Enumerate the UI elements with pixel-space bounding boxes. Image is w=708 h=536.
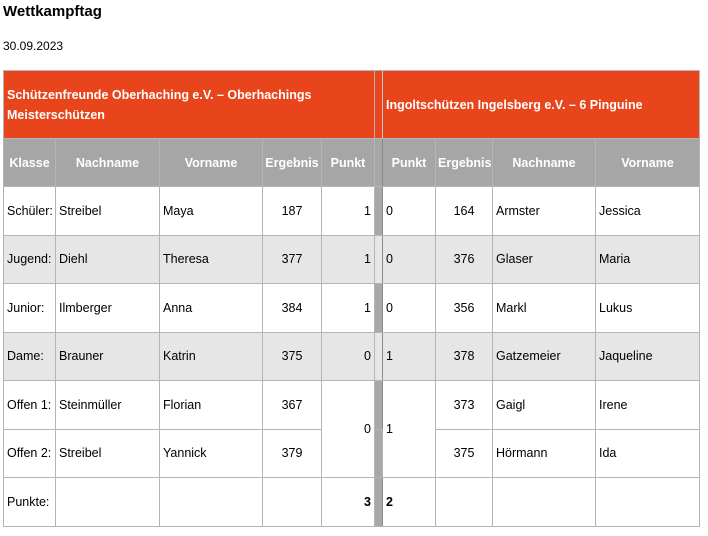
empty-cell <box>596 478 700 527</box>
cell-away-nachname: Markl <box>493 284 596 333</box>
page-title: Wettkampftag <box>3 3 102 20</box>
home-team-name: Schützenfreunde Oberhaching e.V. – Oberhachings Meisterschützen <box>4 71 375 139</box>
cell-away-punkt: 0 <box>383 187 436 236</box>
cell-home-ergebnis: 367 <box>263 381 322 430</box>
cell-home-vorname: Anna <box>160 284 263 333</box>
col-home-punkt: Punkt <box>322 139 375 187</box>
col-klasse: Klasse <box>4 139 56 187</box>
cell-klasse: Offen 1: <box>4 381 56 430</box>
cell-home-vorname: Katrin <box>160 332 263 381</box>
cell-away-vorname: Jessica <box>596 187 700 236</box>
cell-offen-home-punkt: 0 <box>322 381 375 478</box>
cell-home-ergebnis: 375 <box>263 332 322 381</box>
row-divider <box>375 332 383 381</box>
table-row <box>4 381 700 430</box>
cell-klasse: Dame: <box>4 332 56 381</box>
col-home-vorname: Vorname <box>160 139 263 187</box>
cell-away-vorname: Maria <box>596 235 700 284</box>
table-row <box>4 187 700 236</box>
cell-away-nachname: Gatzemeier <box>493 332 596 381</box>
cell-home-ergebnis: 187 <box>263 187 322 236</box>
cell-klasse: Offen 2: <box>4 429 56 478</box>
empty-cell <box>56 478 160 527</box>
cell-away-punkt: 0 <box>383 284 436 333</box>
cell-home-punkt: 1 <box>322 284 375 333</box>
row-divider <box>375 478 383 527</box>
cell-home-vorname: Maya <box>160 187 263 236</box>
cell-home-nachname: Streibel <box>56 429 160 478</box>
row-divider <box>375 381 383 430</box>
cell-klasse: Junior: <box>4 284 56 333</box>
cell-home-nachname: Steinmüller <box>56 381 160 430</box>
col-away-vorname: Vorname <box>596 139 700 187</box>
col-away-ergebnis: Ergebnis <box>436 139 493 187</box>
cell-home-ergebnis: 384 <box>263 284 322 333</box>
empty-cell <box>493 478 596 527</box>
results-table <box>3 70 700 527</box>
empty-cell <box>160 478 263 527</box>
cell-away-nachname: Hörmann <box>493 429 596 478</box>
cell-home-nachname: Streibel <box>56 187 160 236</box>
col-home-nachname: Nachname <box>56 139 160 187</box>
cell-home-ergebnis: 377 <box>263 235 322 284</box>
cell-home-vorname: Yannick <box>160 429 263 478</box>
totals-row <box>4 478 700 527</box>
cell-home-punkt: 1 <box>322 235 375 284</box>
col-home-ergebnis: Ergebnis <box>263 139 322 187</box>
row-divider <box>375 284 383 333</box>
cell-klasse: Schüler: <box>4 187 56 236</box>
col-away-punkt: Punkt <box>383 139 436 187</box>
cell-home-vorname: Theresa <box>160 235 263 284</box>
cell-away-nachname: Gaigl <box>493 381 596 430</box>
cell-away-vorname: Irene <box>596 381 700 430</box>
empty-cell <box>436 478 493 527</box>
cell-away-ergebnis: 356 <box>436 284 493 333</box>
row-divider <box>375 187 383 236</box>
cell-offen-away-punkt: 1 <box>383 381 436 478</box>
table-row <box>4 332 700 381</box>
row-divider <box>375 235 383 284</box>
away-team-name: Ingoltschützen Ingelsberg e.V. – 6 Pinguine <box>383 71 700 139</box>
cell-home-nachname: Diehl <box>56 235 160 284</box>
cell-away-vorname: Jaqueline <box>596 332 700 381</box>
cell-home-vorname: Florian <box>160 381 263 430</box>
cell-home-punkt: 1 <box>322 187 375 236</box>
column-divider <box>375 139 383 187</box>
cell-away-punkt: 0 <box>383 235 436 284</box>
cell-home-ergebnis: 379 <box>263 429 322 478</box>
cell-away-ergebnis: 376 <box>436 235 493 284</box>
team-header-row <box>4 71 700 139</box>
cell-away-vorname: Ida <box>596 429 700 478</box>
column-header-row <box>4 139 700 187</box>
cell-away-ergebnis: 373 <box>436 381 493 430</box>
cell-away-ergebnis: 164 <box>436 187 493 236</box>
cell-klasse: Jugend: <box>4 235 56 284</box>
table-row <box>4 284 700 333</box>
cell-away-ergebnis: 375 <box>436 429 493 478</box>
team-divider <box>375 71 383 139</box>
cell-away-nachname: Armster <box>493 187 596 236</box>
cell-away-nachname: Glaser <box>493 235 596 284</box>
away-total-points: 2 <box>383 478 436 527</box>
home-total-points: 3 <box>322 478 375 527</box>
cell-away-ergebnis: 378 <box>436 332 493 381</box>
totals-label: Punkte: <box>4 478 56 527</box>
match-date: 30.09.2023 <box>3 39 64 53</box>
row-divider <box>375 429 383 478</box>
empty-cell <box>263 478 322 527</box>
table-row <box>4 235 700 284</box>
cell-home-nachname: Brauner <box>56 332 160 381</box>
cell-away-punkt: 1 <box>383 332 436 381</box>
col-away-nachname: Nachname <box>493 139 596 187</box>
cell-away-vorname: Lukus <box>596 284 700 333</box>
cell-home-nachname: Ilmberger <box>56 284 160 333</box>
cell-home-punkt: 0 <box>322 332 375 381</box>
